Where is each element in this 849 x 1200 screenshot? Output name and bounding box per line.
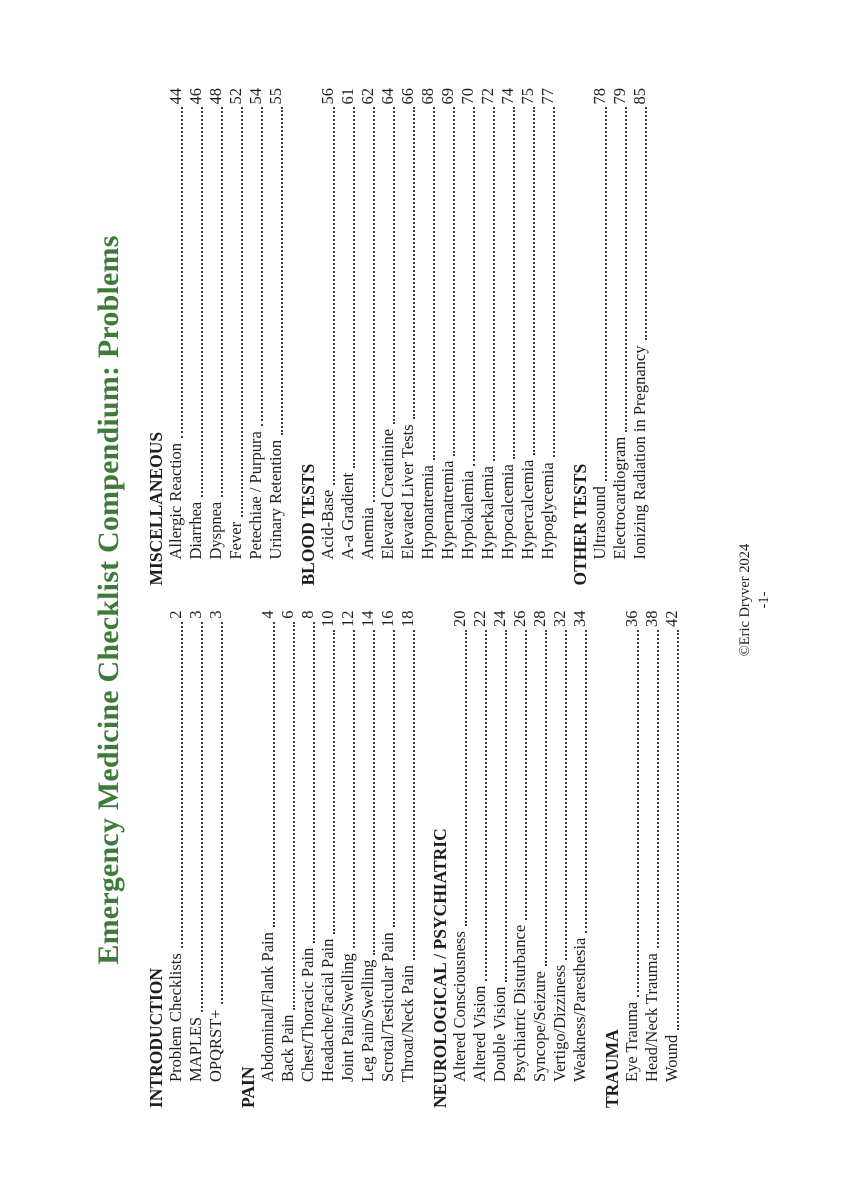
toc-entry-page: 85 bbox=[630, 88, 649, 105]
toc-entry-page: 55 bbox=[266, 88, 285, 105]
dot-leader bbox=[458, 108, 475, 466]
dot-leader bbox=[478, 108, 495, 462]
toc-section bbox=[146, 88, 286, 586]
dot-leader bbox=[266, 108, 283, 435]
toc-entry bbox=[298, 611, 318, 1109]
toc-entry-label: Hyperkalemia bbox=[478, 466, 497, 560]
toc-entry-page: 52 bbox=[226, 88, 245, 105]
toc-entry-page: 22 bbox=[470, 610, 489, 627]
toc-entry-label: Headache/Facial Pain bbox=[318, 938, 337, 1082]
toc-entry-label: Anemia bbox=[358, 507, 377, 560]
toc-entry-label: Double Vision bbox=[490, 986, 509, 1082]
copyright-line: ©Eric Dryver 2024 bbox=[737, 543, 753, 657]
toc-entry bbox=[570, 611, 590, 1109]
toc-entry bbox=[226, 88, 246, 586]
toc-entry bbox=[478, 88, 498, 586]
dot-leader bbox=[590, 108, 607, 482]
toc-column-1 bbox=[146, 611, 682, 1109]
toc-entry-label: Elevated Creatinine bbox=[378, 428, 397, 560]
toc-section bbox=[238, 611, 418, 1109]
dot-leader bbox=[622, 630, 639, 997]
toc-entry-page: 66 bbox=[398, 88, 417, 105]
toc-entry bbox=[318, 611, 338, 1109]
toc-entry-label: Dyspnea bbox=[206, 501, 225, 560]
toc-entry-label: Altered Consciousness bbox=[450, 931, 469, 1082]
toc-entry-page: 34 bbox=[570, 610, 589, 627]
dot-leader bbox=[166, 622, 183, 948]
toc-entry-label: Hypokalemia bbox=[458, 470, 477, 560]
toc-entry-label: Hyponatremia bbox=[418, 465, 437, 560]
toc-entry-label: Head/Neck Trauma bbox=[642, 953, 661, 1082]
toc-entry-page: 38 bbox=[642, 610, 661, 627]
toc-entry bbox=[338, 88, 358, 586]
toc-entry bbox=[458, 88, 478, 586]
toc-entry bbox=[490, 611, 510, 1109]
page-number: -1- bbox=[756, 591, 772, 609]
toc-entry-label: Diarrhea bbox=[186, 501, 205, 560]
toc-entry bbox=[498, 88, 518, 586]
toc-entry-page: 42 bbox=[662, 610, 681, 627]
toc-entry-page: 62 bbox=[358, 88, 377, 105]
toc-entry bbox=[642, 611, 662, 1109]
dot-leader bbox=[630, 108, 647, 341]
toc-entry bbox=[258, 611, 278, 1109]
toc-section bbox=[570, 88, 650, 586]
toc-entry bbox=[470, 611, 490, 1109]
toc-entry-label: Hypoglycemia bbox=[538, 462, 557, 560]
section-heading: INTRODUCTION bbox=[146, 967, 166, 1108]
toc-entry-label: Back Pain bbox=[278, 1014, 297, 1082]
toc-entry bbox=[338, 611, 358, 1109]
toc-entry-label: Altered Vision bbox=[470, 985, 489, 1082]
toc-entry-label: Abdominal/Flank Pain bbox=[258, 932, 277, 1082]
section-heading: PAIN bbox=[238, 1066, 258, 1108]
dot-leader bbox=[642, 630, 659, 948]
toc-entry-page: 69 bbox=[438, 88, 457, 105]
toc-entry bbox=[630, 88, 650, 586]
dot-leader bbox=[470, 630, 487, 981]
toc-entry bbox=[510, 611, 530, 1109]
toc-section bbox=[146, 611, 226, 1109]
toc-entry bbox=[318, 88, 338, 586]
dot-leader bbox=[662, 630, 679, 1030]
toc-entry-page: 3 bbox=[186, 610, 205, 619]
dot-leader bbox=[318, 630, 335, 934]
toc-entry-page: 44 bbox=[166, 88, 185, 105]
toc-entry-page: 24 bbox=[490, 610, 509, 627]
toc-entry bbox=[358, 611, 378, 1109]
toc-entry-page: 14 bbox=[358, 610, 377, 627]
toc-entry-page: 56 bbox=[318, 88, 337, 105]
toc-entry-label: Acid-Base bbox=[318, 489, 337, 560]
toc-entry-label: Petechiae / Purpura bbox=[246, 431, 265, 560]
toc-entry-label: Fever bbox=[226, 521, 245, 560]
dot-leader bbox=[278, 622, 295, 1010]
dot-leader bbox=[298, 622, 315, 943]
toc-entry-page: 32 bbox=[550, 610, 569, 627]
toc-entry-page: 8 bbox=[298, 610, 317, 619]
toc-entry-page: 48 bbox=[206, 88, 225, 105]
toc-entry bbox=[206, 88, 226, 586]
page-title: Emergency Medicine Checklist Compendium: Problems bbox=[92, 235, 125, 965]
toc-entry-label: Allergic Reaction bbox=[166, 442, 185, 560]
toc-entry-label: Electrocardiogram bbox=[610, 436, 629, 560]
toc-entry-page: 70 bbox=[458, 88, 477, 105]
dot-leader bbox=[550, 630, 567, 960]
toc-entry-page: 74 bbox=[498, 88, 517, 105]
toc-entry-page: 64 bbox=[378, 88, 397, 105]
toc-columns bbox=[146, 88, 682, 1108]
toc-entry bbox=[186, 611, 206, 1109]
dot-leader bbox=[510, 630, 527, 920]
toc-entry-label: Joint Pain/Swelling bbox=[338, 953, 357, 1082]
toc-entry-page: 75 bbox=[518, 88, 537, 105]
toc-entry bbox=[398, 611, 418, 1109]
toc-entry-label: Syncope/Seizure bbox=[530, 971, 549, 1082]
dot-leader bbox=[186, 622, 203, 1012]
toc-entry-page: 77 bbox=[538, 88, 557, 105]
section-heading: BLOOD TESTS bbox=[298, 463, 318, 586]
toc-entry-page: 10 bbox=[318, 610, 337, 627]
toc-entry-label: OPQRST+ bbox=[206, 1009, 225, 1082]
dot-leader bbox=[538, 108, 555, 458]
toc-entry bbox=[610, 88, 630, 586]
toc-entry-label: Ionizing Radiation in Pregnancy bbox=[630, 345, 649, 560]
toc-entry-page: 18 bbox=[398, 610, 417, 627]
dot-leader bbox=[490, 630, 507, 982]
section-heading: NEUROLOGICAL / PSYCHIATRIC bbox=[430, 828, 450, 1108]
toc-entry-label: A-a Gradient bbox=[338, 472, 357, 560]
toc-entry-page: 28 bbox=[530, 610, 549, 627]
dot-leader bbox=[378, 108, 395, 424]
toc-entry-page: 72 bbox=[478, 88, 497, 105]
toc-entry-page: 61 bbox=[338, 88, 357, 105]
toc-entry-page: 6 bbox=[278, 610, 297, 619]
toc-entry bbox=[538, 88, 558, 586]
toc-entry-page: 3 bbox=[206, 610, 225, 619]
toc-entry-page: 12 bbox=[338, 610, 357, 627]
toc-entry bbox=[662, 611, 682, 1109]
toc-entry-label: Psychiatric Disturbance bbox=[510, 924, 529, 1082]
dot-leader bbox=[610, 108, 627, 432]
toc-entry bbox=[186, 88, 206, 586]
toc-entry-page: 26 bbox=[510, 610, 529, 627]
toc-entry bbox=[398, 88, 418, 586]
toc-entry-label: Weakness/Paresthesia bbox=[570, 937, 589, 1082]
toc-entry-page: 46 bbox=[186, 88, 205, 105]
toc-entry-label: Eye Trauma bbox=[622, 1001, 641, 1082]
section-heading: MISCELLANEOUS bbox=[146, 431, 166, 586]
toc-entry bbox=[206, 611, 226, 1109]
toc-entry bbox=[418, 88, 438, 586]
dot-leader bbox=[398, 630, 415, 960]
toc-entry-page: 16 bbox=[378, 610, 397, 627]
toc-entry-label: MAPLES bbox=[186, 1016, 205, 1082]
toc-entry-page: 20 bbox=[450, 610, 469, 627]
toc-entry bbox=[166, 88, 186, 586]
toc-section bbox=[430, 611, 590, 1109]
toc-entry-label: Hypernatremia bbox=[438, 460, 457, 560]
toc-entry bbox=[530, 611, 550, 1109]
toc-column-2 bbox=[146, 88, 682, 586]
section-heading: OTHER TESTS bbox=[570, 463, 590, 586]
dot-leader bbox=[530, 630, 547, 966]
toc-entry-label: Chest/Thoracic Pain bbox=[298, 947, 317, 1082]
dot-leader bbox=[438, 108, 455, 456]
dot-leader bbox=[518, 108, 535, 455]
toc-entry bbox=[378, 88, 398, 586]
dot-leader bbox=[166, 108, 183, 438]
toc-entry-label: Elevated Liver Tests bbox=[398, 424, 417, 560]
toc-section bbox=[298, 88, 558, 586]
toc-entry bbox=[518, 88, 538, 586]
toc-entry-label: Scrotal/Testicular Pain bbox=[378, 932, 397, 1082]
toc-entry-label: Urinary Retention bbox=[266, 439, 285, 560]
toc-entry-label: Wound bbox=[662, 1034, 681, 1082]
dot-leader bbox=[206, 108, 223, 497]
page-footer bbox=[736, 0, 774, 1200]
section-heading: TRAUMA bbox=[602, 1029, 622, 1108]
toc-entry bbox=[378, 611, 398, 1109]
toc-entry bbox=[450, 611, 470, 1109]
toc-entry-label: Hypocalcemia bbox=[498, 464, 517, 560]
toc-section bbox=[602, 611, 682, 1109]
dot-leader bbox=[358, 630, 375, 955]
toc-entry-label: Hypercalcemia bbox=[518, 459, 537, 560]
dot-leader bbox=[338, 108, 355, 468]
toc-entry bbox=[278, 611, 298, 1109]
toc-entry bbox=[266, 88, 286, 586]
toc-entry bbox=[358, 88, 378, 586]
toc-entry-page: 36 bbox=[622, 610, 641, 627]
dot-leader bbox=[358, 108, 375, 503]
toc-entry-label: Vertigo/Dizziness bbox=[550, 964, 569, 1082]
toc-entry-label: Problem Checklists bbox=[166, 953, 185, 1082]
dot-leader bbox=[398, 108, 415, 420]
toc-entry-label: Leg Pain/Swelling bbox=[358, 959, 377, 1082]
toc-entry bbox=[622, 611, 642, 1109]
toc-entry bbox=[590, 88, 610, 586]
toc-entry-page: 4 bbox=[258, 610, 277, 619]
dot-leader bbox=[418, 108, 435, 461]
toc-entry bbox=[246, 88, 266, 586]
toc-entry-label: Throat/Neck Pain bbox=[398, 965, 417, 1082]
dot-leader bbox=[246, 108, 263, 427]
dot-leader bbox=[338, 630, 355, 948]
dot-leader bbox=[498, 108, 515, 460]
dot-leader bbox=[206, 622, 223, 1005]
dot-leader bbox=[226, 108, 243, 517]
toc-entry-page: 79 bbox=[610, 88, 629, 105]
dot-leader bbox=[258, 622, 275, 927]
toc-entry-page: 78 bbox=[590, 88, 609, 105]
dot-leader bbox=[186, 108, 203, 497]
dot-leader bbox=[450, 630, 467, 926]
toc-entry-page: 2 bbox=[166, 610, 185, 619]
toc-entry-label: Ultrasound bbox=[590, 486, 609, 560]
toc-entry-page: 54 bbox=[246, 88, 265, 105]
dot-leader bbox=[318, 108, 335, 485]
dot-leader bbox=[378, 630, 395, 927]
toc-entry bbox=[438, 88, 458, 586]
dot-leader bbox=[570, 630, 587, 933]
toc-entry bbox=[550, 611, 570, 1109]
toc-entry bbox=[166, 611, 186, 1109]
toc-entry-page: 68 bbox=[418, 88, 437, 105]
